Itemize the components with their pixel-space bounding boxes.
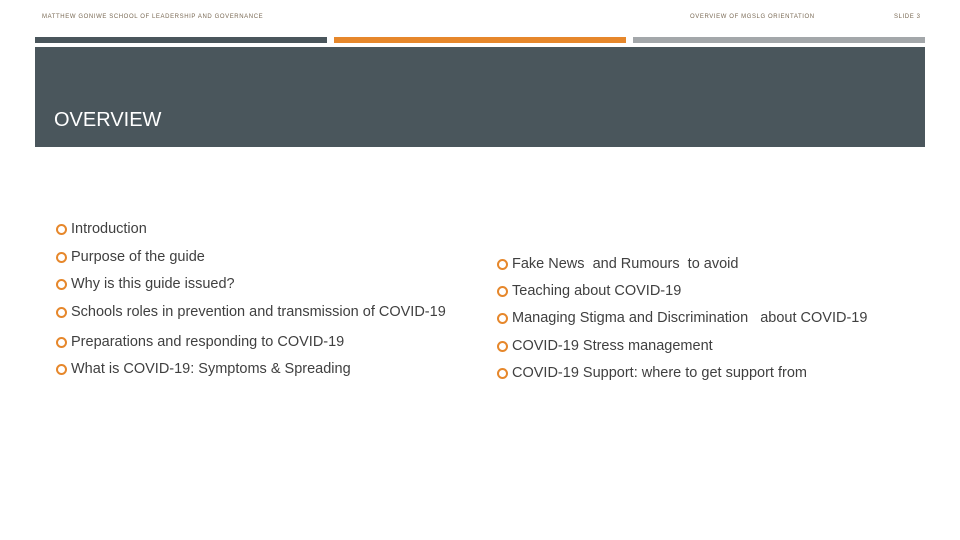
list-item: [56, 276, 471, 293]
circle-bullet-icon: [56, 224, 67, 235]
circle-bullet-icon: [497, 286, 508, 297]
list-item: [56, 361, 471, 378]
list-item-text: Schools roles in prevention and transmission of COVID-19: [71, 303, 446, 320]
right-bullet-list: [497, 256, 937, 392]
slide-title: OVERVIEW: [54, 109, 162, 131]
circle-bullet-icon: [497, 259, 508, 270]
accent-bar-gray: [633, 37, 925, 43]
circle-bullet-icon: [497, 368, 508, 379]
header-presentation-title: OVERVIEW OF MGSLG ORIENTATION: [690, 14, 815, 20]
list-item-text: Why is this guide issued?: [71, 276, 235, 292]
header-organization: MATTHEW GONIWE SCHOOL OF LEADERSHIP AND GOVERNANCE: [42, 14, 264, 20]
circle-bullet-icon: [497, 313, 508, 324]
circle-bullet-icon: [56, 279, 67, 290]
list-item: [56, 221, 471, 238]
list-item-text: Teaching about COVID-19: [512, 283, 682, 300]
list-item: [497, 365, 937, 382]
circle-bullet-icon: [56, 252, 67, 263]
list-item-text: COVID-19 Support: where to get support from: [512, 364, 807, 381]
list-item: [497, 310, 937, 327]
list-item-text: Fake News and Rumours to avoid: [512, 256, 739, 272]
title-banner: [35, 47, 925, 147]
left-bullet-list: [56, 221, 471, 389]
list-item: [497, 338, 937, 355]
list-item: [497, 256, 937, 273]
accent-bar-orange: [334, 37, 626, 43]
list-item: [56, 249, 471, 266]
list-item-text: COVID-19 Stress management: [512, 337, 713, 354]
list-item: [56, 334, 471, 351]
list-item-text: Purpose of the guide: [71, 248, 205, 265]
list-item-text: What is COVID-19: Symptoms & Spreading: [71, 361, 351, 377]
circle-bullet-icon: [497, 341, 508, 352]
list-item: [56, 304, 471, 321]
accent-bar-dark: [35, 37, 327, 43]
circle-bullet-icon: [56, 307, 67, 318]
circle-bullet-icon: [56, 364, 67, 375]
list-item-text: Introduction: [71, 221, 147, 237]
list-item: [497, 283, 937, 300]
list-item-text: Preparations and responding to COVID-19: [71, 333, 345, 350]
list-item-text: Managing Stigma and Discrimination about COVID-19: [512, 310, 868, 327]
circle-bullet-icon: [56, 337, 67, 348]
header-slide-number: SLIDE 3: [894, 14, 921, 20]
